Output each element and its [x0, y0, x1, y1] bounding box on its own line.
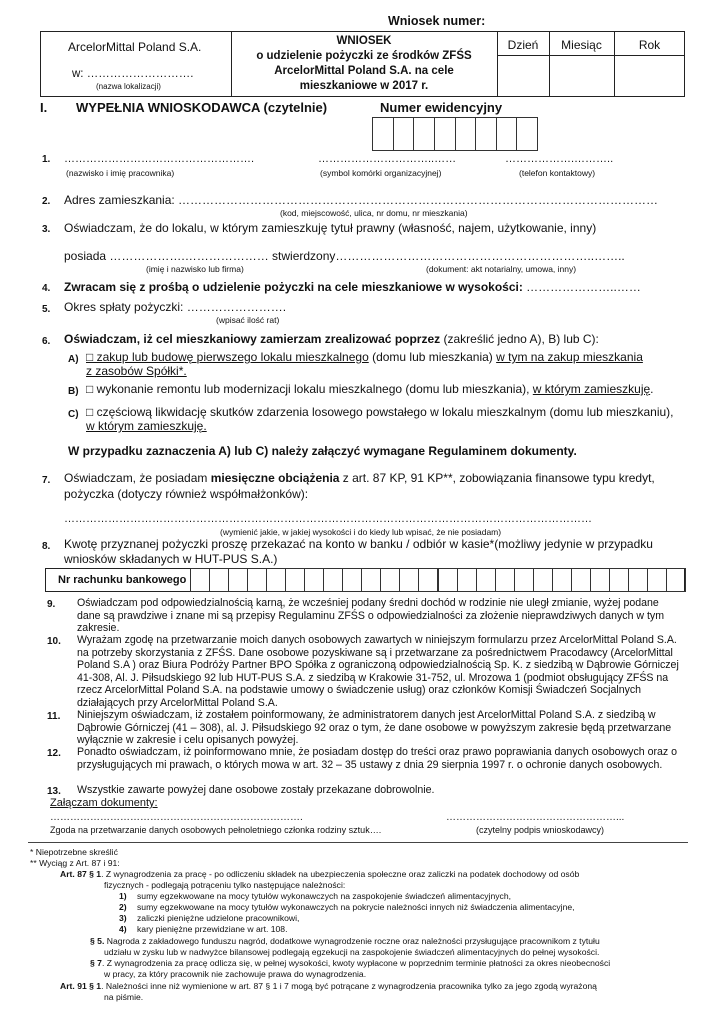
bank-account-digit[interactable] — [552, 568, 572, 592]
declaration-voluntary: Wszystkie zawarte powyżej dane osobowe zostały przekazane dobrowolnie. — [77, 784, 435, 796]
footnote-divider — [28, 842, 688, 843]
bank-account-digit[interactable] — [666, 568, 686, 592]
month-input[interactable] — [550, 56, 613, 96]
loan-amount-field[interactable]: …………………..…… — [522, 280, 641, 294]
list-item: zaliczki pieniężne udzielone pracownikowi, — [137, 913, 300, 923]
bank-account-digit[interactable] — [533, 568, 553, 592]
declaration-data-consent: Wyrażam zgodę na przetwarzanie moich danych osobowych zawartych w niniejszym formularzu przez ArcelorMittal Poland S.A. na potrzeby skorzystania z ZFŚS. Dane osobowe pozyskiwane są i przetwarzane za pośrednictwem Pracodawcy (ArcelorMittal Poland S.A ) oraz Biura Podróży Partner BPO Spółka z ograniczoną odpowiedzialnością Sp. K. z siedzibą w Dąbrowie Górniczej 41-308, Al. J. Piłsudskiego 92 lub HUT-PUS S.A. z siedzibą w Krakowie 31-752, ul. Mrozowa 1 (podmiot obsługujący ZFŚS na rzecz ArcelorMittal Poland S.A. na podstawie umowy o świadczenie usług) oraz członków Komisji Świadczeń Socjalnych działających przy ArcelorMittal Poland S.A. — [77, 634, 679, 709]
bank-account-digit[interactable] — [247, 568, 267, 592]
address-field[interactable]: Adres zamieszkania: ………………………………………………………………………………………………………… — [64, 193, 659, 207]
company-name: ArcelorMittal Poland S.A. — [68, 40, 202, 54]
section-title: WYPEŁNIA WNIOSKODAWCA (czytelnie) — [76, 100, 328, 115]
declaration-administrator: Niniejszym oświadczam, iż zostałem poinformowany, że administratorem danych jest ArcelorMittal Poland S.A. z siedzibą w Dąbrowie Górniczej (41 – 308), al. J. Piłsudskiego 92 oraz o tym, że dane osobowe w powyższym zakresie będą przetwarzane wyłącznie w zakresie i celu opisanych powyżej. — [77, 709, 672, 747]
section-numeral: I. — [40, 100, 48, 115]
bank-account-digit[interactable] — [285, 568, 305, 592]
payout-method-line2: wniosków składanych w HUT-PUS S.A.) — [64, 552, 278, 566]
obligations-text-a: Oświadczam, że posiadam — [64, 471, 211, 485]
purpose-statement — [64, 332, 599, 346]
bank-account-digit[interactable] — [399, 568, 419, 592]
day-label: Dzień — [507, 38, 539, 52]
item-number: 4. — [42, 283, 51, 294]
obligations-text-bold: miesięczne obciążenia — [210, 471, 340, 485]
attachment-note: W przypadku zaznaczenia A) lub C) należy załączyć wymagane Regulaminem dokumenty. — [68, 444, 577, 458]
year-label: Rok — [638, 38, 661, 52]
employee-name-hint: (nazwisko i imię pracownika) — [66, 168, 175, 178]
day-input[interactable] — [498, 56, 548, 96]
bank-account-digit[interactable] — [361, 568, 381, 592]
record-number-digit[interactable] — [516, 117, 538, 151]
record-number-label: Numer ewidencyjny — [380, 100, 503, 115]
bank-account-digit[interactable] — [418, 568, 438, 592]
par5 — [90, 936, 600, 946]
bank-account-digit[interactable] — [609, 568, 629, 592]
legal-title-field[interactable]: posiada ……………….………………… stwierdzony………………………………………………………..…….. — [64, 249, 625, 263]
option-b-text-underlined: w którym zamieszkuję — [532, 382, 651, 396]
declaration-income: Oświadczam pod odpowiedzialnością karną, że wcześniej podany średni dochód w rodzinie nie uległ zmianie, wyżej podane dane są prawdziwe i znane mi są przepisy Regulaminu ZFŚS o odpowiedzialności za złożenie nieprawdziwych danych w tym zakresie. — [77, 597, 665, 635]
par5-text: Nagroda z zakładowego funduszu nagród, dodatkowe wynagrodzenie roczne oraz należności przysługujące pracownikom z tytułu — [104, 936, 600, 946]
bank-account-digit[interactable] — [590, 568, 610, 592]
legal-title-statement: Oświadczam, że do lokalu, w którym zamieszkuję tytuł prawny (własność, najem, użytkowanie, inny) — [64, 221, 597, 235]
list-item: sumy egzekwowane na mocy tytułów wykonawczych na pokrycie należności innych niż świadczenia alimentacyjne, — [137, 902, 575, 912]
location-field[interactable]: w: ………………………. — [72, 68, 194, 80]
option-b-end: . — [650, 382, 654, 396]
document-hint: (dokument: akt notarialny, umowa, inny) — [426, 264, 577, 274]
item-number: 13. — [47, 786, 61, 797]
family-consent-hint: Zgoda na przetwarzanie danych osobowych pełnoletniego członka rodziny sztuk…. — [50, 825, 382, 835]
request-number-label: Wniosek numer: — [388, 14, 486, 28]
bank-account-digit[interactable] — [323, 568, 343, 592]
bank-account-digit[interactable] — [228, 568, 248, 592]
bank-account-digit[interactable] — [438, 568, 458, 592]
art87-text: . Z wynagrodzenia za pracę - po odliczeniu składek na ubezpieczenia społeczne oraz zaliczki na podatek dochodowy od osób — [101, 869, 580, 879]
attachments-label: Załączam dokumenty: — [50, 797, 158, 809]
bank-account-digit[interactable] — [304, 568, 324, 592]
repayment-hint: (wpisać ilość rat) — [216, 315, 280, 325]
list-number: 2) — [119, 902, 127, 912]
option-c-line2: w którym zamieszkuję. — [86, 419, 207, 433]
record-number-digit[interactable] — [372, 117, 394, 151]
employee-name-field[interactable]: ……………………………………………. — [64, 153, 255, 165]
payout-method-statement: Kwotę przyznanej pożyczki proszę przekazać na konto w banku / odbiór w kasie*(możliwy jedynie w przypadku — [64, 537, 653, 551]
item-number: 5. — [42, 304, 51, 315]
footnote-star: * Niepotrzebne skreślić — [30, 847, 118, 857]
option-a-line2: z zasobów Spółki*. — [86, 364, 187, 378]
option-a-text-mid: (domu lub mieszkania) — [368, 350, 497, 364]
bank-account-digit[interactable] — [380, 568, 400, 592]
list-number: 3) — [119, 913, 127, 923]
item-number: 10. — [47, 636, 61, 647]
signature-hint: (czytelny podpis wnioskodawcy) — [476, 825, 605, 835]
year-input[interactable] — [615, 56, 684, 96]
bank-account-digit[interactable] — [266, 568, 286, 592]
repayment-period-field[interactable]: Okres spłaty pożyczki: ……………………. — [64, 300, 287, 314]
bank-account-digit[interactable] — [209, 568, 229, 592]
purpose-bold: Oświadczam, iż cel mieszkaniowy zamierzam zrealizować poprzez — [64, 332, 441, 346]
item-number: 1. — [42, 154, 51, 165]
art87-heading: Art. 87 § 1 — [60, 869, 102, 879]
form-title: WNIOSEK — [336, 35, 392, 47]
bank-account-input[interactable] — [190, 568, 685, 592]
art87-paragraph — [60, 869, 579, 879]
bank-account-digit[interactable] — [476, 568, 496, 592]
form-title-line2: o udzielenie pożyczki ze środków ZFŚS — [256, 50, 472, 62]
art91-heading: Art. 91 § 1 — [60, 981, 102, 991]
record-number-digit[interactable] — [455, 117, 477, 151]
item-number: 11. — [47, 711, 61, 722]
par7-number: § 7 — [90, 958, 102, 968]
art91-line2: na piśmie. — [104, 992, 144, 1002]
list-number: 1) — [119, 891, 127, 901]
obligations-line2: pożyczka (dotyczy również współmałżonków): — [64, 487, 309, 501]
org-unit-field[interactable]: …………………………..…… — [318, 153, 457, 165]
record-number-digit[interactable] — [496, 117, 518, 151]
family-consent-field[interactable]: …………………………………………………………………. — [50, 812, 303, 823]
par7-text: . Z wynagrodzenia za pracę odlicza się, w pełnej wysokości, kwoty wypłacone w poprzednim terminie płatności za okres nieobecności — [101, 958, 611, 968]
org-unit-hint: (symbol komórki organizacyjnej) — [320, 168, 442, 178]
list-item: kary pieniężne przewidziane w art. 108. — [137, 924, 288, 934]
bank-account-label: Nr rachunku bankowego — [58, 574, 187, 586]
record-number-digit[interactable] — [393, 117, 415, 151]
month-label: Miesiąc — [561, 38, 602, 52]
bank-account-digit[interactable] — [457, 568, 477, 592]
art87-text-line2: fizycznych - podlegają potrąceniu tylko następujące należności: — [104, 880, 346, 890]
bank-account-digit[interactable] — [342, 568, 362, 592]
option-a-text: □ zakup lub budowę pierwszego lokalu mieszkalnego — [86, 350, 369, 364]
par7 — [90, 958, 610, 968]
obligations-hint: (wymienić jakie, w jakiej wysokości i do kiedy lub wpisać, że nie posiadam) — [220, 527, 502, 537]
item-number: 12. — [47, 748, 61, 759]
owner-hint: (imię i nazwisko lub firma) — [146, 264, 244, 274]
obligations-statement — [64, 471, 655, 485]
location-hint: (nazwa lokalizacji) — [96, 82, 161, 91]
record-number-boxes[interactable] — [372, 117, 537, 151]
record-number-digit[interactable] — [413, 117, 435, 151]
option-c[interactable]: □ częściową likwidację skutków zdarzenia losowego powstałego w lokalu mieszkalnym (domu lub mieszkaniu), — [86, 405, 674, 419]
bank-account-digit[interactable] — [628, 568, 648, 592]
record-number-digit[interactable] — [434, 117, 456, 151]
bank-account-digit[interactable] — [190, 568, 210, 592]
option-a[interactable] — [86, 350, 643, 364]
par7-line2: w pracy, za który pracownik nie zachowuje prawa do wynagrodzenia. — [104, 969, 367, 979]
purpose-instruction: (zakreślić jedno A), B) lub C): — [440, 332, 599, 346]
item-number: 7. — [42, 475, 51, 486]
bank-account-digit[interactable] — [647, 568, 667, 592]
loan-amount-statement: Zwracam się z prośbą o udzielenie pożyczki na cele mieszkaniowe w wysokości: — [64, 280, 523, 294]
phone-field[interactable]: ……………….……….. — [505, 153, 614, 165]
item-number: 6. — [42, 336, 51, 347]
footnote-double-star: ** Wyciąg z Art. 87 i 91: — [30, 858, 120, 868]
option-b-label: B) — [68, 386, 79, 397]
item-number: 9. — [47, 599, 56, 610]
list-item: sumy egzekwowane na mocy tytułów wykonawczych na zaspokojenie świadczeń alimentacyjnych, — [137, 891, 512, 901]
obligations-text-c: z art. 87 KP, 91 KP**, zobowiązania finansowe typu kredyt, — [339, 471, 655, 485]
bank-account-digit[interactable] — [514, 568, 534, 592]
par5-line2: udziału w zysku lub w nadwyżce bilansowej podlegają egzekucji na zaspokojenie świadczeń alimentacyjnych do pełnej wysokości. — [104, 947, 600, 957]
bank-account-digit[interactable] — [571, 568, 591, 592]
phone-hint: (telefon kontaktowy) — [519, 168, 596, 178]
form-title-line3: ArcelorMittal Poland S.A. na cele — [274, 65, 454, 77]
list-number: 4) — [119, 924, 127, 934]
par5-number: § 5. — [90, 936, 105, 946]
record-number-digit[interactable] — [475, 117, 497, 151]
declaration-access-rights: Ponadto oświadczam, iż poinformowano mnie, że posiadam dostęp do treści oraz prawo poprawiania danych osobowych oraz o przysługujących mi prawach, o których mowa w art. 32 – 35 ustawy z dnia 29 sierpnia 1997 r. o ochronie danych osobowych. — [77, 746, 678, 771]
option-a-label: A) — [68, 354, 79, 365]
obligations-field[interactable]: ……………………………………………………………………………………………………………………………… — [64, 513, 592, 525]
signature-field[interactable]: ……………………………………………... — [446, 812, 625, 823]
address-hint: (kod, miejscowość, ulica, nr domu, nr mieszkania) — [280, 208, 468, 218]
bank-account-digit[interactable] — [495, 568, 515, 592]
item-number: 2. — [42, 196, 51, 207]
option-b-text: □ wykonanie remontu lub modernizacji lokalu mieszkalnego (domu lub mieszkania), — [86, 382, 533, 396]
form-title-line4: mieszkaniowe w 2017 r. — [299, 80, 429, 92]
option-b[interactable] — [86, 382, 654, 396]
loan-amount-row — [64, 280, 641, 294]
art91 — [60, 981, 597, 991]
option-a-text-end: w tym na zakup mieszkania — [496, 350, 643, 364]
item-number: 8. — [42, 541, 51, 552]
art91-text: . Należności inne niż wymienione w art. 87 § 1 i 7 mogą być potrącane z wynagrodzenia pracownika tylko za jego zgodą wyrażoną — [101, 981, 597, 991]
item-number: 3. — [42, 224, 51, 235]
option-c-label: C) — [68, 409, 79, 420]
